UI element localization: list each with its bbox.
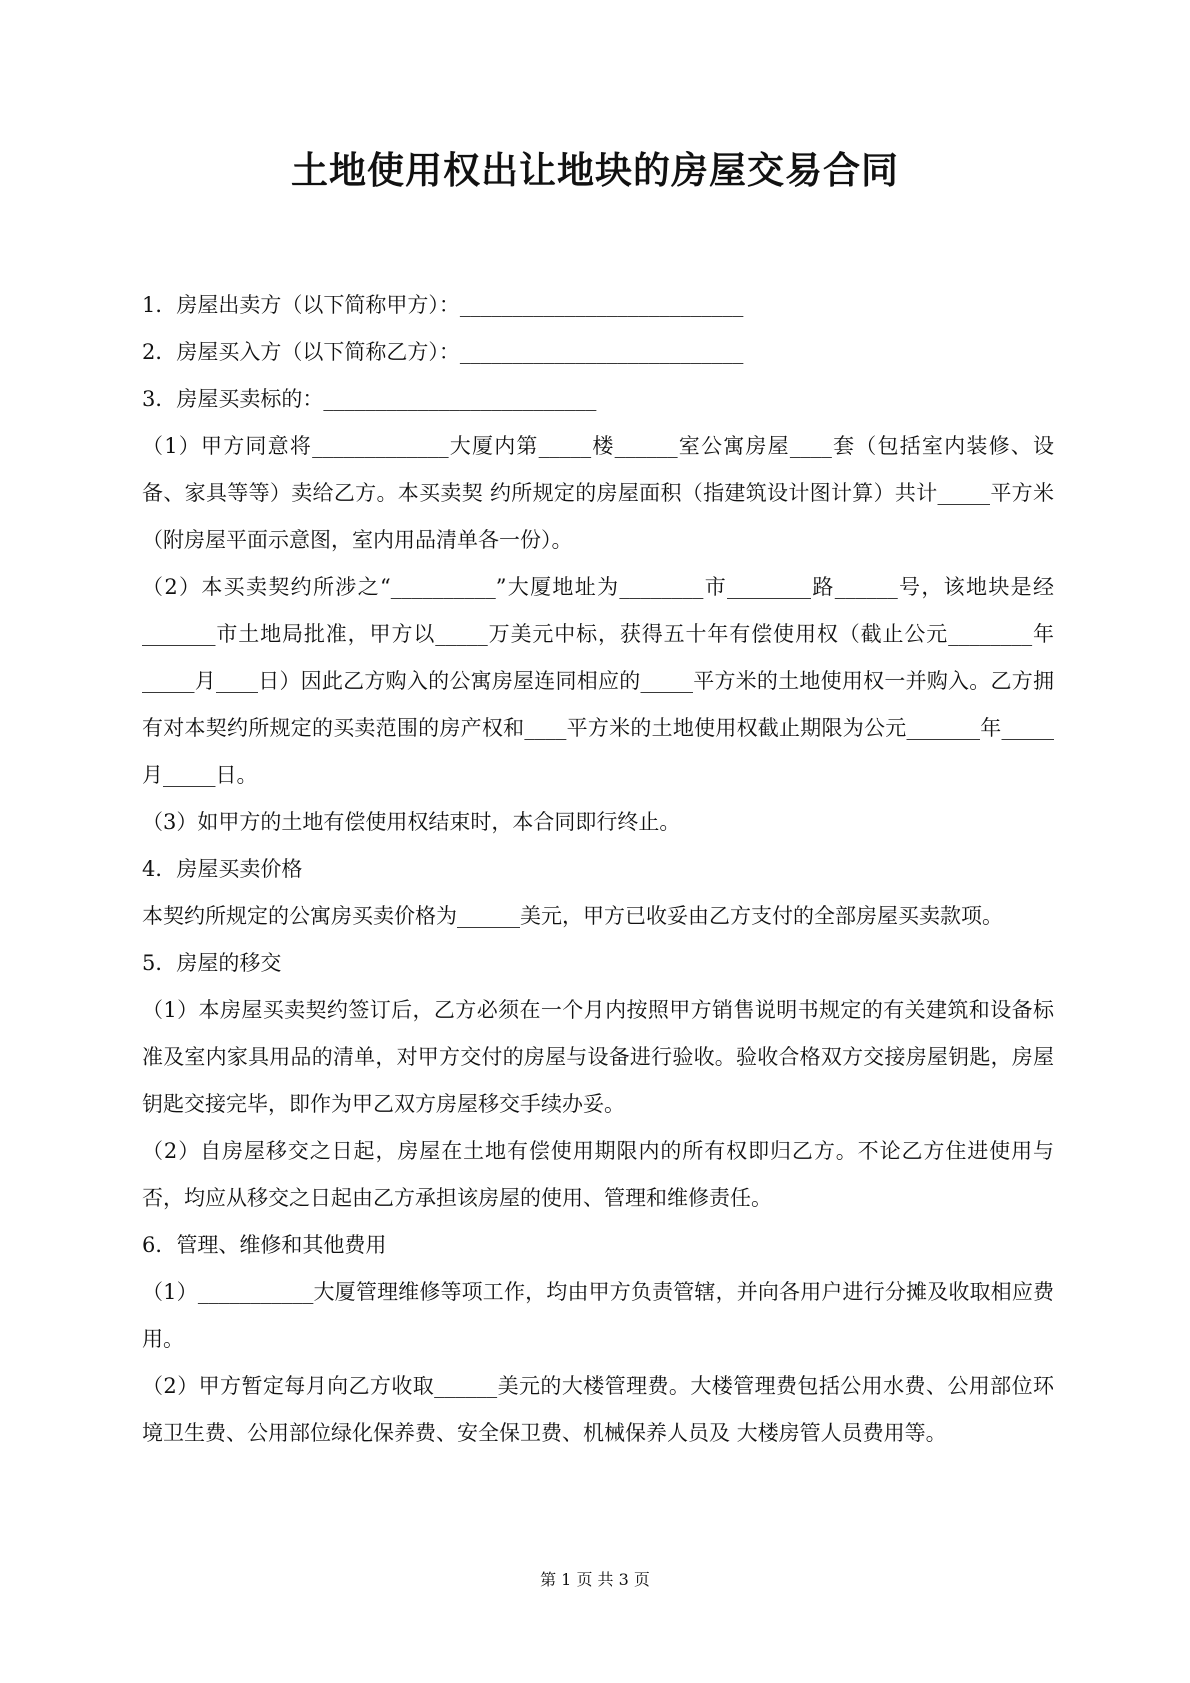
page-title: 土地使用权出让地块的房屋交易合同: [291, 148, 899, 192]
clause-3-1: （1）甲方同意将_____________大厦内第_____楼______室公寓房屋____套（包括室内装修、设备、家具等等）卖给乙方。本买卖契 约所规定的房屋面积（指建筑设计图计算）共计_____平方米（附房屋平面示意图，室内用品清单各一份）。: [142, 434, 1054, 552]
clause-5-2: （2）自房屋移交之日起，房屋在土地有偿使用期限内的所有权即归乙方。不论乙方住进使用与否，均应从移交之日起由乙方承担该房屋的使用、管理和维修责任。: [142, 1139, 1054, 1210]
clause-4-text: 本契约所规定的公寓房买卖价格为______美元，甲方已收妥由乙方支付的全部房屋买卖款项。: [142, 904, 1003, 928]
contract-body: [142, 282, 1054, 1457]
section-heading-management: 6．管理、维修和其他费用: [142, 1233, 387, 1257]
clause-subject: 3．房屋买卖标的：__________________________: [142, 387, 597, 411]
clause-3-2: （2）本买卖契约所涉之“__________”大厦地址为________市________路______号，该地块是经_______市土地局批准，甲方以_____万美元中标，获得五十年有偿使用权（截止公元________年_____月____日）因此乙方购入的公寓房屋连同相应的_____平方米的土地使用权一并购入。乙方拥有对本契约所规定的买卖范围的房产权和____平方米的土地使用权截止期限为公元_______年_____月_____日。: [142, 575, 1054, 787]
clause-5-1: （1）本房屋买卖契约签订后，乙方必须在一个月内按照甲方销售说明书规定的有关建筑和设备标准及室内家具用品的清单，对甲方交付的房屋与设备进行验收。验收合格双方交接房屋钥匙，房屋钥匙交接完毕，即作为甲乙双方房屋移交手续办妥。: [142, 998, 1054, 1116]
clause-6-2: （2）甲方暂定每月向乙方收取______美元的大楼管理费。大楼管理费包括公用水费、公用部位环境卫生费、公用部位绿化保养费、安全保卫费、机械保养人员及 大楼房管人员费用等。: [142, 1374, 1054, 1445]
clause-3-3: （3）如甲方的土地有偿使用权结束时，本合同即行终止。: [142, 810, 681, 834]
clause-6-1: （1）___________大厦管理维修等项工作，均由甲方负责管辖，并向各用户进行分摊及收取相应费用。: [142, 1280, 1054, 1351]
page-number: 第 1 页 共 3 页: [540, 1570, 650, 1589]
section-heading-price: 4．房屋买卖价格: [142, 857, 303, 881]
section-heading-handover: 5．房屋的移交: [142, 951, 282, 975]
clause-buyer: 2．房屋买入方（以下简称乙方）：___________________________: [142, 340, 744, 364]
clause-seller: 1．房屋出卖方（以下简称甲方）：___________________________: [142, 293, 744, 317]
